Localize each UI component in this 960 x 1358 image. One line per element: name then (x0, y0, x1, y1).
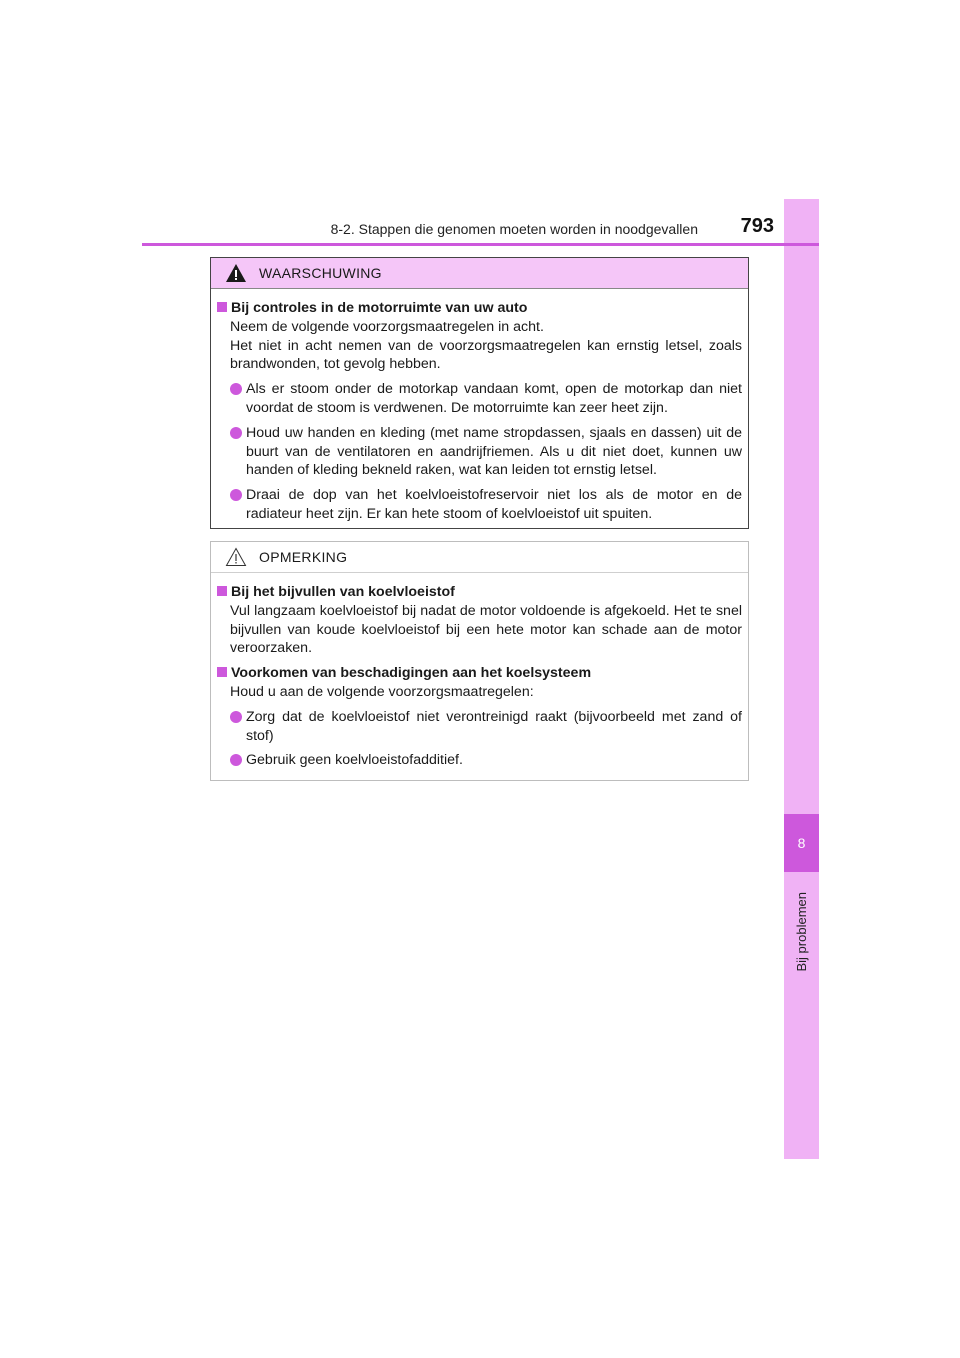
note-section-1-title-text: Bij het bijvullen van koelvloeistof (231, 584, 455, 600)
warning-bullet-text: Houd uw handen en kleding (met name stropdassen, sjaals en dassen) uit de buurt van de ventilatoren en aandrijfriemen. Als u dit niet doet, kunnen uw handen of kleding bekneld raken, wat kan leiden tot ernstig letsel. (246, 424, 742, 479)
chapter-label-container (784, 882, 819, 982)
note-section-2-title (217, 664, 742, 683)
warning-bullet-text: Draai de dop van het koelvloeistofreservoir niet los als de motor en de radiateur heet zijn. Er kan hete stoom of koelvloeistof uit spuiten. (246, 487, 742, 522)
note-section-2-title-text: Voorkomen van beschadigingen aan het koelsysteem (231, 665, 592, 682)
caution-triangle-outline-icon (225, 547, 247, 567)
note-box (210, 541, 749, 781)
warning-intro-1: Neem de volgende voorzorgsmaatregelen in acht. (230, 318, 544, 335)
round-bullet-icon (230, 427, 242, 439)
warning-bullet (217, 486, 742, 524)
warning-bullet-text: Als er stoom onder de motorkap vandaan komt, open de motorkap dan niet voordat de stoom is verdwenen. De motorruimte kan zeer heet zijn. (246, 381, 742, 416)
section-header-title: 8-2. Stappen die genomen moeten worden in noodgevallen (330, 221, 698, 237)
round-bullet-icon (230, 754, 242, 766)
page-number: 793 (740, 215, 774, 237)
warning-bullet (217, 380, 742, 418)
warning-section-title-text: Bij controles in de motorruimte van uw auto (231, 300, 528, 316)
note-section-1-text: Vul langzaam koelvloeistof bij nadat de motor voldoende is afgekoeld. Het te snel bijvullen van koude koelvloeistof bij een hete motor kan schade aan de motor veroorzaken. (230, 602, 742, 657)
round-bullet-icon (230, 489, 242, 501)
square-bullet-icon (217, 586, 227, 596)
square-bullet-icon (217, 667, 227, 677)
warning-triangle-icon (225, 263, 247, 283)
round-bullet-icon (230, 383, 242, 395)
warning-box-header (211, 258, 748, 289)
note-body (211, 573, 748, 770)
note-box-header (211, 542, 748, 573)
header-rule (142, 243, 819, 246)
note-section-2-text: Houd u aan de volgende voorzorgsmaatregelen: (230, 683, 534, 700)
round-bullet-icon (230, 711, 242, 723)
note-bullet-text: Gebruik geen koelvloeistofadditief. (246, 752, 463, 769)
note-bullet (217, 708, 742, 746)
warning-intro-2: Het niet in acht nemen van de voorzorgsmaatregelen kan ernstig letsel, zoals brandwonden, tot gevolg hebben. (230, 337, 742, 373)
note-bullet-text: Zorg dat de koelvloeistof niet verontreinigd raakt (bijvoorbeeld met zand of stof) (246, 708, 742, 744)
warning-heading: WAARSCHUWING (259, 265, 382, 281)
warning-section-title (217, 299, 742, 318)
note-heading: OPMERKING (259, 549, 348, 565)
chapter-label: Bij problemen (794, 892, 809, 972)
chapter-side-tab (784, 199, 819, 1159)
chapter-number: 8 (797, 835, 806, 851)
note-section-1-title (217, 583, 742, 602)
warning-body (211, 289, 748, 524)
warning-box (210, 257, 749, 529)
warning-bullet (217, 424, 742, 480)
note-bullet (217, 751, 742, 770)
square-bullet-icon (217, 302, 227, 312)
chapter-number-tab (784, 814, 819, 872)
